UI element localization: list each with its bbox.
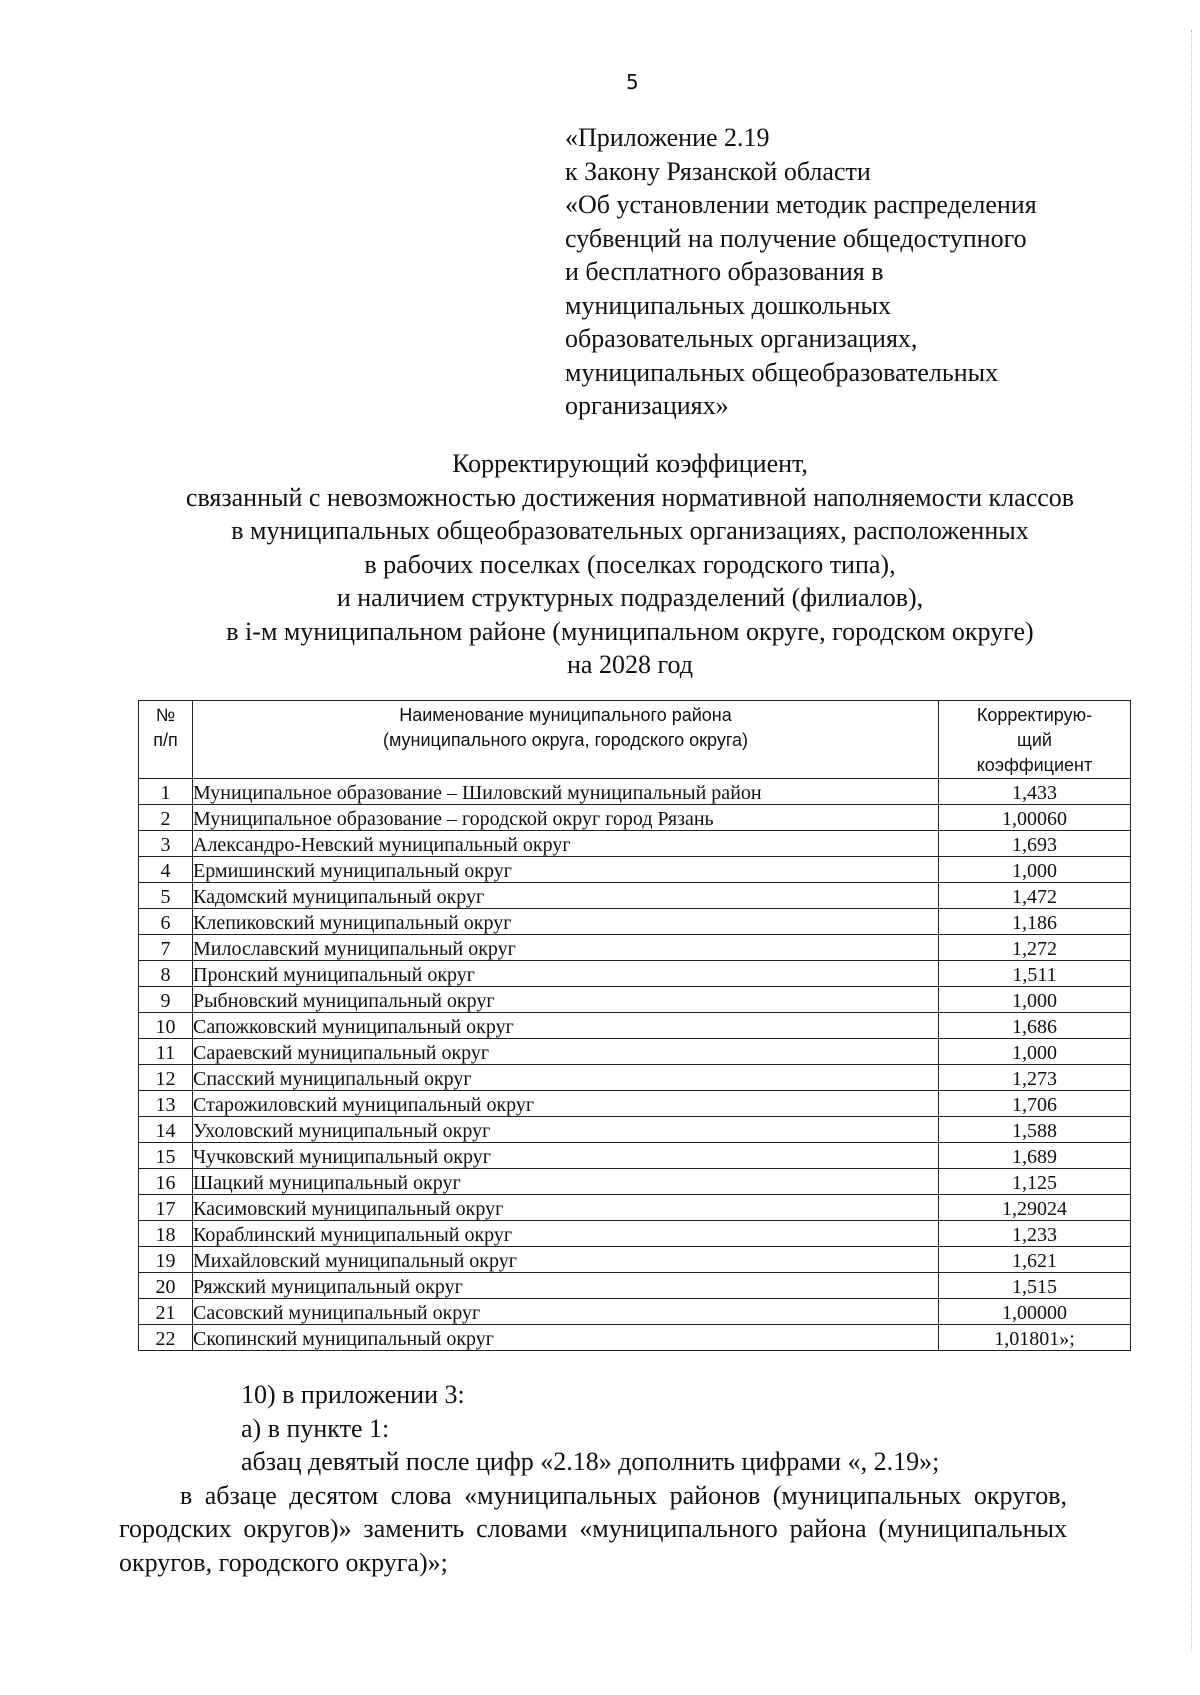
row-name: Кораблинский муниципальный округ: [193, 1221, 939, 1247]
table-row: [139, 1039, 1131, 1065]
table-row: [139, 857, 1131, 883]
appendix-reference: [565, 121, 1125, 423]
appendix-line: и бесплатного образования в: [565, 257, 884, 286]
row-number: 17: [139, 1195, 193, 1221]
row-number: 16: [139, 1169, 193, 1195]
appendix-line: муниципальных дошкольных: [565, 290, 891, 320]
row-name: Ухоловский муниципальный округ: [193, 1117, 939, 1143]
table-row: [139, 1221, 1131, 1247]
row-name: Ермишинский муниципальный округ: [193, 857, 939, 883]
table-row: [139, 1065, 1131, 1091]
row-number: 8: [139, 961, 193, 987]
row-number: 9: [139, 987, 193, 1013]
row-coefficient: 1,689: [939, 1143, 1131, 1169]
table-header-row: [139, 701, 1131, 779]
row-number: 4: [139, 857, 193, 883]
table-row: [139, 909, 1131, 935]
row-number: 21: [139, 1299, 193, 1325]
row-number: 7: [139, 935, 193, 961]
header-coefficient: [939, 701, 1131, 779]
row-number: 10: [139, 1013, 193, 1039]
row-coefficient: 1,588: [939, 1117, 1131, 1143]
row-coefficient: 1,01801»;: [939, 1325, 1131, 1351]
row-coefficient: 1,186: [939, 909, 1131, 935]
table-row: [139, 987, 1131, 1013]
row-number: 6: [139, 909, 193, 935]
row-name: Чучковский муниципальный округ: [193, 1143, 939, 1169]
table-row: [139, 1013, 1131, 1039]
header-coefficient-line: щий: [1017, 730, 1052, 750]
row-coefficient: 1,29024: [939, 1195, 1131, 1221]
row-number: 2: [139, 805, 193, 831]
header-number: [139, 701, 193, 779]
header-number-line: п/п: [153, 730, 178, 750]
header-coefficient-line: Корректирую-: [976, 705, 1093, 725]
row-name: Спасский муниципальный округ: [193, 1065, 939, 1091]
header-name-line: Наименование муниципального района: [399, 705, 732, 725]
header-number-line: №: [155, 705, 176, 725]
appendix-line: муниципальных общеобразовательных: [565, 357, 999, 387]
row-coefficient: 1,621: [939, 1247, 1131, 1273]
row-coefficient: 1,706: [939, 1091, 1131, 1117]
row-name: Сараевский муниципальный округ: [193, 1039, 939, 1065]
row-number: 15: [139, 1143, 193, 1169]
text-paragraph: в абзаце десятом слова «муниципальных районов (муниципальных округов, городских округов)» заменить словами «муниципального района (муниципальных округов, городского округа)»;: [119, 1480, 1067, 1577]
row-name: Милославский муниципальный округ: [193, 935, 939, 961]
appendix-line: «Приложение 2.19: [565, 123, 770, 152]
row-name: Скопинский муниципальный округ: [193, 1325, 939, 1351]
table-row: [139, 779, 1131, 805]
row-number: 5: [139, 883, 193, 909]
table-row: [139, 831, 1131, 857]
row-number: 14: [139, 1117, 193, 1143]
row-number: 19: [139, 1247, 193, 1273]
page-number: 5: [626, 70, 639, 94]
table-row: [139, 1273, 1131, 1299]
title-line: в i-м муниципальном районе (муниципальном округе, городском округе): [226, 616, 1034, 646]
header-coefficient-line: коэффициент: [976, 755, 1093, 775]
row-name: Михайловский муниципальный округ: [193, 1247, 939, 1273]
title-line: и наличием структурных подразделений (филиалов),: [336, 583, 924, 612]
row-number: 11: [139, 1039, 193, 1065]
row-number: 13: [139, 1091, 193, 1117]
table-row: [139, 961, 1131, 987]
row-name: Пронский муниципальный округ: [193, 961, 939, 987]
row-name: Сасовский муниципальный округ: [193, 1299, 939, 1325]
table-row: [139, 1195, 1131, 1221]
row-name: Сапожковский муниципальный округ: [193, 1013, 939, 1039]
amendment-text: [119, 1378, 1120, 1579]
row-coefficient: 1,000: [939, 857, 1131, 883]
row-number: 1: [139, 779, 193, 805]
row-coefficient: 1,433: [939, 779, 1131, 805]
row-coefficient: 1,00000: [939, 1299, 1131, 1325]
table-row: [139, 1169, 1131, 1195]
row-name: Старожиловский муниципальный округ: [193, 1091, 939, 1117]
row-number: 22: [139, 1325, 193, 1351]
document-title: [130, 447, 1130, 682]
row-coefficient: 1,00060: [939, 805, 1131, 831]
row-coefficient: 1,125: [939, 1169, 1131, 1195]
text-line: а) в пункте 1:: [241, 1413, 390, 1443]
scan-edge-marks: [1185, 30, 1192, 1650]
header-name: [193, 701, 939, 779]
row-coefficient: 1,000: [939, 1039, 1131, 1065]
row-number: 3: [139, 831, 193, 857]
table-row: [139, 805, 1131, 831]
header-name-line: (муниципального округа, городского округа): [382, 730, 749, 750]
title-line: Корректирующий коэффициент,: [452, 449, 808, 478]
coefficient-table: [138, 700, 1131, 1351]
row-coefficient: 1,515: [939, 1273, 1131, 1299]
table-row: [139, 1091, 1131, 1117]
row-name: Муниципальное образование – городской округ город Рязань: [193, 805, 939, 831]
row-number: 18: [139, 1221, 193, 1247]
table-body: [139, 779, 1131, 1351]
row-coefficient: 1,000: [939, 987, 1131, 1013]
title-line: в рабочих поселках (поселках городского типа),: [364, 549, 896, 579]
text-line: абзац девятый после цифр «2.18» дополнить цифрами «, 2.19»;: [241, 1447, 940, 1476]
row-name: Шацкий муниципальный округ: [193, 1169, 939, 1195]
table-row: [139, 883, 1131, 909]
appendix-line: образовательных организациях,: [565, 324, 918, 353]
row-name: Рыбновский муниципальный округ: [193, 987, 939, 1013]
row-name: Ряжский муниципальный округ: [193, 1273, 939, 1299]
table-row: [139, 1117, 1131, 1143]
table-row: [139, 1325, 1131, 1351]
row-name: Александро-Невский муниципальный округ: [193, 831, 939, 857]
row-coefficient: 1,693: [939, 831, 1131, 857]
title-line: на 2028 год: [567, 650, 693, 679]
text-line: 10) в приложении 3:: [241, 1380, 465, 1409]
appendix-line: «Об установлении методик распределения: [565, 190, 1037, 219]
table-row: [139, 1247, 1131, 1273]
row-coefficient: 1,472: [939, 883, 1131, 909]
row-coefficient: 1,511: [939, 961, 1131, 987]
appendix-line: организациях»: [565, 391, 729, 420]
row-name: Касимовский муниципальный округ: [193, 1195, 939, 1221]
row-number: 12: [139, 1065, 193, 1091]
row-coefficient: 1,272: [939, 935, 1131, 961]
row-coefficient: 1,273: [939, 1065, 1131, 1091]
row-coefficient: 1,686: [939, 1013, 1131, 1039]
appendix-line: к Закону Рязанской области: [565, 156, 871, 186]
appendix-line: субвенций на получение общедоступного: [565, 223, 1027, 253]
row-name: Муниципальное образование – Шиловский муниципальный район: [193, 779, 939, 805]
table-row: [139, 1299, 1131, 1325]
table-row: [139, 1143, 1131, 1169]
title-line: в муниципальных общеобразовательных организациях, расположенных: [231, 516, 1029, 545]
row-name: Клепиковский муниципальный округ: [193, 909, 939, 935]
row-coefficient: 1,233: [939, 1221, 1131, 1247]
title-line: связанный с невозможностью достижения нормативной наполняемости классов: [185, 482, 1075, 512]
row-number: 20: [139, 1273, 193, 1299]
table-row: [139, 935, 1131, 961]
row-name: Кадомский муниципальный округ: [193, 883, 939, 909]
